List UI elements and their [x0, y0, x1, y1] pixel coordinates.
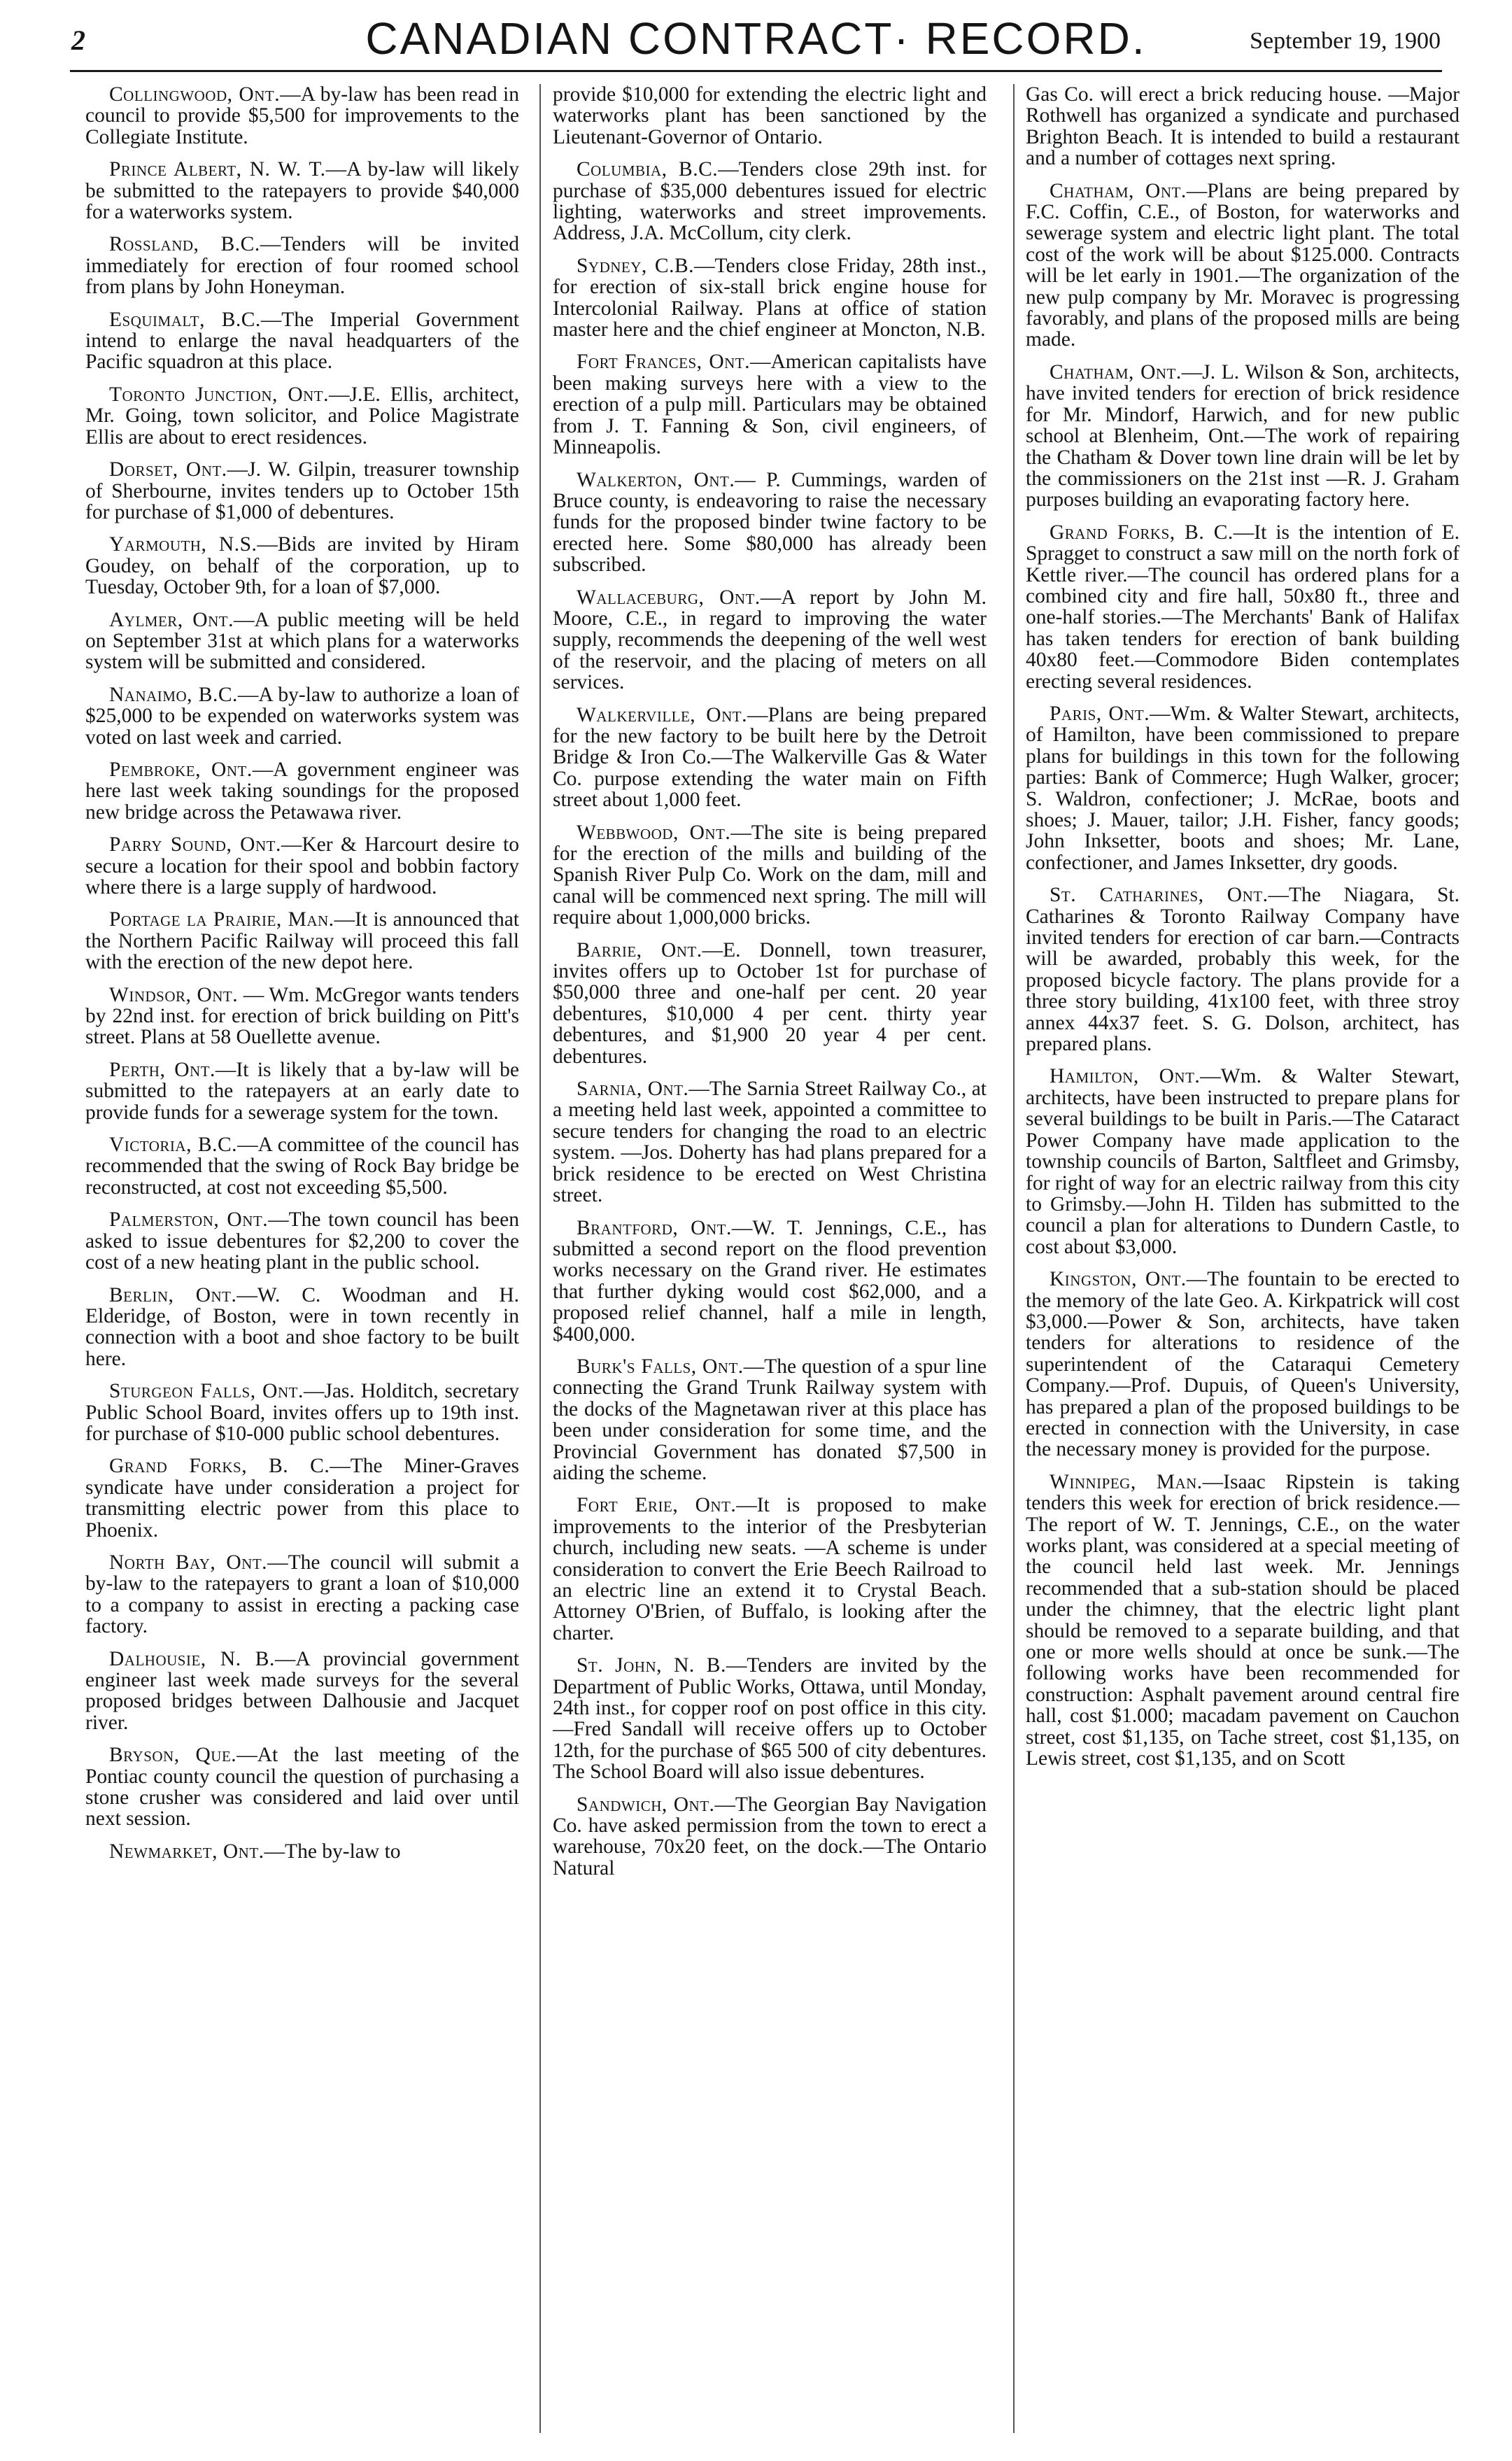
news-item-placename: Collingwood, Ont.: [109, 84, 281, 106]
news-item-text: —J. L. Wilson & Son, architects, have invited tenders for erection of brick residence for Mr. Mindorf, Harwich, and for new public school at Blenheim, Ont.—The work of repairing the Chatham & Dover town line drain will be let by the commissioners on the 21st inst —R. J. Graham purposes building an evaporating factory here.: [1026, 360, 1460, 512]
news-item-placename: Kingston, Ont.: [1050, 1268, 1187, 1291]
news-item: [553, 1218, 987, 1345]
news-item: [85, 534, 519, 598]
news-item-placename: Parry Sound, Ont.: [109, 833, 281, 856]
news-item-placename: Hamilton, Ont.: [1050, 1065, 1201, 1088]
news-item: [553, 84, 987, 148]
news-item-placename: Walkerton, Ont.: [577, 468, 735, 491]
news-item-text: —The Miner-Graves syndicate have under consideration a project for transmitting electric power from this place to Phoenix.: [85, 1455, 519, 1542]
news-item-text: —At the last meeting of the Pontiac county council the question of purchasing a stone crusher was considered and laid over until next session.: [85, 1744, 519, 1831]
news-item-placename: Chatham, Ont.: [1050, 179, 1187, 202]
news-item-placename: Paris, Ont.: [1050, 702, 1150, 725]
news-item-placename: Burk's Falls, Ont.: [577, 1355, 744, 1378]
news-column-1: [85, 84, 519, 2447]
news-item: [85, 84, 519, 148]
news-item-text: —It is the intention of E. Spragget to construct a saw mill on the north fork of Kettle river.—The council has ordered plans for a combined city and fire hall, 50x80 ft., three and one-half stories.—The Merchants' Bank of Halifax has taken tenders for erection of bank building 40x80 feet.—Commodore Biden contemplates erecting several residences.: [1026, 521, 1460, 693]
news-item-placename: Dorset, Ont.: [109, 458, 227, 481]
masthead-title: CANADIAN CONTRACT· RECORD.: [365, 13, 1147, 64]
news-item-placename: Chatham, Ont.: [1050, 360, 1182, 383]
news-item-placename: Sturgeon Falls, Ont.: [109, 1380, 304, 1403]
news-item: [553, 1356, 987, 1483]
news-item-placename: Nanaimo, B.C.: [109, 683, 238, 706]
news-item: [1026, 1269, 1460, 1460]
news-item: [85, 684, 519, 748]
news-item-placename: Winnipeg, Man.: [1050, 1470, 1203, 1493]
news-item-placename: Portage la Prairie, Man.: [109, 908, 334, 931]
news-item-text: —The site is being prepared for the erection of the mills and building of the Spanish River Pulp Co. Work on the dam, mill and canal will be commenced next spring. The mill will require about 1,000,000 bricks.: [553, 821, 987, 929]
news-item-placename: Palmerston, Ont.: [109, 1208, 269, 1232]
news-item-text: —It is announced that the Northern Pacific Railway will proceed this fall with the erection of the new depot here.: [85, 908, 519, 974]
news-item-text: —Plans are being prepared by F.C. Coffin, C.E., of Boston, for waterworks and sewerage system and electric light plant. The total cost of the work will be about $125.000. Contracts will be let early in 1901.—The organization of the new pulp company by Mr. Moravec is progressing favorably, and plans of the proposed mills are being made.: [1026, 179, 1460, 351]
news-item-text: — P. Cummings, warden of Bruce county, is endeavoring to raise the necessary funds for the proposed binder twine factory to be erected here. Some $80,000 has already been subscribed.: [553, 468, 987, 577]
news-item-placename: Sarnia, Ont.: [577, 1078, 689, 1101]
news-item-placename: Sydney, C.B.: [577, 254, 695, 277]
news-item-text: —A committee of the council has recommended that the swing of Rock Bay bridge be reconstructed, at cost not exceeding $5,500.: [85, 1134, 519, 1199]
news-item: [85, 1134, 519, 1198]
news-item-placename: Grand Forks, B. C.: [109, 1455, 330, 1478]
news-item-text: —The council will submit a by-law to the ratepayers to grant a loan of $10,000 to a company to assist in erecting a packing case factory.: [85, 1551, 519, 1638]
news-item-text: —Ker & Harcourt desire to secure a location for their spool and bobbin factory where there is a large supply of hardwood.: [85, 833, 519, 898]
news-item: [85, 309, 519, 373]
news-item-placename: Perth, Ont.: [109, 1058, 216, 1081]
news-item-text: —American capitalists have been making surveys here with a view to the erection of a pulp mill. Particulars may be obtained from J. T. Fanning & Son, civil engineers, of Minneapolis.: [553, 351, 987, 459]
news-item-placename: Webbwood, Ont.: [577, 821, 731, 844]
news-item-placename: Wallaceburg, Ont.: [577, 586, 761, 609]
news-item: [85, 234, 519, 297]
news-item-placename: Esquimalt, B.C.: [109, 308, 261, 331]
news-item-placename: Berlin, Ont.: [109, 1283, 237, 1306]
news-item: [85, 159, 519, 223]
news-item: [1026, 1066, 1460, 1257]
news-item-placename: Fort Erie, Ont.: [577, 1494, 737, 1517]
news-item-placename: Fort Frances, Ont.: [577, 351, 750, 374]
news-item: [553, 255, 987, 341]
news-item-text: —The town council has been asked to issue debentures for $2,200 to cover the cost of a new heating plant in the public school.: [85, 1208, 519, 1274]
news-item: [553, 1655, 987, 1782]
news-item: [553, 159, 987, 244]
news-item-placename: Yarmouth, N.S.: [109, 533, 257, 556]
news-item-placename: North Bay, Ont.: [109, 1551, 268, 1574]
news-item-text: —Tenders are invited by the Department of Public Works, Ottawa, until Monday, 24th inst., for copper roof on post office in this city.—Fred Sandall will receive offers up to October 12th, for the purchase of $65 500 of city debentures. The School Board will also issue debentures.: [553, 1654, 987, 1784]
news-item-placename: St. John, N. B.: [577, 1654, 726, 1677]
news-item-text: provide $10,000 for extending the electric light and waterworks plant has been sanctioned by the Lieutenant-Governor of Ontario.: [553, 84, 987, 148]
news-item-placename: Newmarket, Ont.: [109, 1840, 264, 1863]
news-item-placename: Columbia, B.C.: [577, 158, 719, 181]
news-item-text: —The question of a spur line connecting the Grand Trunk Railway system with the docks of the Magnetawan river at this place has been under consideration for some time, and the Provincial Government has donated $7,500 in aiding the scheme.: [553, 1355, 987, 1484]
news-item-text: —It is proposed to make improvements to the interior of the Presbyterian church, including new seats. —A scheme is under consideration to convert the Erie Beech Railroad to an electric line an extend it to Crystal Beach. Attorney O'Brien, of Buffalo, is looking after the charter.: [553, 1494, 987, 1644]
news-item-placename: Sandwich, Ont.: [577, 1793, 715, 1816]
news-item-placename: Grand Forks, B. C.: [1050, 521, 1234, 544]
news-item: [85, 459, 519, 523]
news-item-text: —J.E. Ellis, architect, Mr. Going, town solicitor, and Police Magistrate Ellis are about to erect residences.: [85, 383, 519, 449]
news-item-text: —W. C. Woodman and H. Elderidge, of Boston, were in town recently in connection with a boot and shoe factory to be built here.: [85, 1283, 519, 1370]
news-item-placename: Brantford, Ont.: [577, 1216, 732, 1239]
news-item: [1026, 522, 1460, 692]
news-item: [85, 1059, 519, 1123]
news-item-text: —A provincial government engineer last week made surveys for the several proposed bridges between Dalhousie and Jacquet river.: [85, 1647, 519, 1734]
news-item: [553, 705, 987, 811]
news-item-placename: Bryson, Que.: [109, 1744, 237, 1767]
column-divider: [1013, 84, 1015, 2433]
news-item-placename: Walkerville, Ont.: [577, 703, 747, 726]
news-item: [85, 1744, 519, 1830]
news-item-text: —Tenders close 29th inst. for purchase of $35,000 debentures issued for electric lighting, waterworks and street improvements. Address, J.A. McCollum, city clerk.: [553, 158, 987, 245]
news-item-text: —Tenders will be invited immediately for erection of four roomed school from plans by John Honeyman.: [85, 233, 519, 299]
news-item: [85, 909, 519, 973]
news-item-text: —E. Donnell, town treasurer, invites offers up to October 1st for purchase of $50,000 three and one-half per cent. 20 year debentures, $10,000 4 per cent. thirty year debentures, and $1,900 20 year 4 per cent. debentures.: [553, 938, 987, 1068]
news-item: [85, 759, 519, 823]
news-item-text: —Bids are invited by Hiram Goudey, on behalf of the corporation, up to Tuesday, October 9th, for a loan of $7,000.: [85, 533, 519, 599]
news-item: [85, 1552, 519, 1637]
page-number: 2: [71, 24, 85, 56]
news-item-placename: Windsor, Ont.: [109, 983, 239, 1006]
news-item-text: —Wm. & Walter Stewart, architects, of Hamilton, have been commissioned to prepare plans for buildings in this town for the following parties: Bank of Commerce; Hugh Walker, grocer; S. Waldron, confectioner; J. McRae, boots and shoes; J. Mauer, tailor; J.H. Fisher, fancy goods; John Inksetter, boots and shoes; Mr. Lane, confectioner, and James Inksetter, dry goods.: [1026, 702, 1460, 874]
news-item: [85, 985, 519, 1048]
news-item-text: —J. W. Gilpin, treasurer township of Sherbourne, invites tenders up to October 15th for purchase of $1,000 of debentures.: [85, 458, 519, 523]
news-item-text: —A government engineer was here last week taking soundings for the proposed new bridge across the Petawawa river.: [85, 758, 519, 824]
news-item-text: —Tenders close Friday, 28th inst., for erection of six-stall brick engine house for Intercolonial Railway. Plans at office of station master here and the chief engineer at Moncton, N.B.: [553, 254, 987, 341]
news-column-2: [553, 84, 987, 2447]
news-item-placename: Victoria, B.C.: [109, 1134, 238, 1157]
news-item-text: —The Sarnia Street Railway Co., at a meeting held last week, appointed a committee to secure tenders for changing the road to an electric system. —Jos. Doherty has had plans prepared for a brick residence to be erected on West Christina street.: [553, 1078, 987, 1207]
news-item-placename: Barrie, Ont.: [577, 938, 702, 961]
news-item: [553, 822, 987, 929]
news-item: [85, 1209, 519, 1273]
news-item: [1026, 362, 1460, 511]
news-item-text: —The Imperial Government intend to enlarge the naval headquarters of the Pacific squadron at this place.: [85, 308, 519, 374]
news-item-placename: Aylmer, Ont.: [109, 608, 234, 631]
news-item: [1026, 703, 1460, 873]
news-item: [553, 470, 987, 576]
page-header: [70, 10, 1442, 72]
news-item: [85, 609, 519, 673]
news-item-placename: Pembroke, Ont.: [109, 758, 253, 781]
news-item-text: —Isaac Ripstein is taking tenders this week for erection of brick residence.—The report of W. T. Jennings, C.E., on the water works plant, was considered at a special meeting of the council held last week. Mr. Jennings recommended that a sub-station should be placed under the chimney, that the electric light plant should be removed to a separate building, and that one or more wells should at once be sunk.—The following works have been recommended for construction: Asphalt pavement around central fire hall, cost $1.000; macadam pavement on Cauchon street, cost $1,135, on Tache street, cost $1,135, on Lewis street, cost $1,135, and on Scott: [1026, 1470, 1460, 1770]
news-item: [553, 940, 987, 1067]
news-item-text: —Wm. & Walter Stewart, architects, have been instructed to prepare plans for several buildings to be built in Paris.—The Cataract Power Company have made application to the township councils of Barton, Saltfleet and Grimsby, for right of way for an electric railway from this city to Grimsby.—John H. Tilden has submitted to the council a plan for alterations to Dundern Castle, to cost about $3,000.: [1026, 1065, 1460, 1258]
news-item: [85, 834, 519, 898]
news-item-text: —Plans are being prepared for the new factory to be built here by the Detroit Bridge & Iron Co.—The Walkerville Gas & Water Co. purpose extending the water main on Fifth street about 1,000 feet.: [553, 703, 987, 812]
news-item: [85, 384, 519, 448]
column-divider: [539, 84, 541, 2433]
news-item: [1026, 884, 1460, 1055]
news-column-3: [1026, 84, 1460, 2447]
news-item-text: —A report by John M. Moore, C.E., in regard to improving the water supply, recommends the deepening of the well west of the reservoir, and the placing of meters on all services.: [553, 586, 987, 694]
news-item: [553, 1794, 987, 1880]
news-item-text: —A by-law has been read in council to provide $5,500 for improvements to the Collegiate Institute.: [85, 84, 519, 148]
news-item-text: — Wm. McGregor wants tenders by 22nd inst. for erection of brick building on Pitt's street. Plans at 58 Ouellette avenue.: [85, 983, 519, 1049]
news-item: [553, 1078, 987, 1206]
news-item: [85, 1285, 519, 1370]
news-item-text: —The fountain to be erected to the memory of the late Geo. A. Kirkpatrick will cost $3,000.—Power & Son, architects, have taken tenders for alterations to residence of the superintendent of the Cataraqui Cemetery Company.—Prof. Dupuis, of Queen's University, has prepared a plan of the proposed buildings to be erected in connection with the University, in case the necessary money is provided for the purpose.: [1026, 1268, 1460, 1461]
news-item-placename: St. Catharines, Ont.: [1050, 884, 1269, 907]
news-item-text: —A by-law will likely be submitted to the ratepayers to provide $40,000 for a waterworks system.: [85, 158, 519, 224]
news-item-text: —Jas. Holditch, secretary Public School Board, invites offers up to 19th inst. for purchase of $10-000 public school debentures.: [85, 1380, 519, 1445]
news-item-text: Gas Co. will erect a brick reducing house. —Major Rothwell has organized a syndicate and purchased Brighton Beach. It is intended to build a restaurant and a number of cottages next spring.: [1026, 84, 1460, 170]
news-item-placename: Toronto Junction, Ont.: [109, 383, 330, 406]
issue-date: September 19, 1900: [1250, 28, 1441, 54]
news-item: [553, 351, 987, 458]
news-item-text: —A public meeting will be held on September 31st at which plans for a waterworks system will be submitted and considered.: [85, 608, 519, 674]
news-item-text: —The by-law to: [264, 1840, 401, 1863]
news-item: [85, 1455, 519, 1541]
news-item-placename: Rossland, B.C.: [109, 233, 260, 256]
news-item: [85, 1649, 519, 1734]
news-item-text: —A by-law to authorize a loan of $25,000 to be expended on waterworks system was voted on last week and carried.: [85, 683, 519, 749]
news-item-text: —The Niagara, St. Catharines & Toronto Railway Company have invited tenders for erection of car barn.—Contracts will be awarded, probably this week, for the proposed bicycle factory. The plans provide for a three story building, 41x100 feet, with three stroy annex 44x37 feet. S. G. Dolson, architect, has prepared plans.: [1026, 884, 1460, 1056]
news-item: [85, 1381, 519, 1444]
news-item: [1026, 84, 1460, 169]
news-item-text: —W. T. Jennings, C.E., has submitted a second report on the flood prevention works necessary on the Grand river. He estimates that further dyking would cost $62,000, and a proposed relief channel, half a mile in length, $400,000.: [553, 1216, 987, 1346]
news-item: [553, 587, 987, 693]
news-item: [1026, 1472, 1460, 1770]
news-item: [85, 1841, 519, 1862]
news-item: [1026, 181, 1460, 351]
news-item-placename: Dalhousie, N. B.: [109, 1647, 275, 1670]
news-item-placename: Prince Albert, N. W. T.: [109, 158, 326, 181]
news-item: [553, 1495, 987, 1644]
news-item-text: —The Georgian Bay Navigation Co. have asked permission from the town to erect a warehouse, 70x20 feet, on the dock.—The Ontario Natural: [553, 1793, 987, 1880]
news-item-text: —It is likely that a by-law will be submitted to the ratepayers at an early date to provide funds for a sewerage system for the town.: [85, 1058, 519, 1124]
